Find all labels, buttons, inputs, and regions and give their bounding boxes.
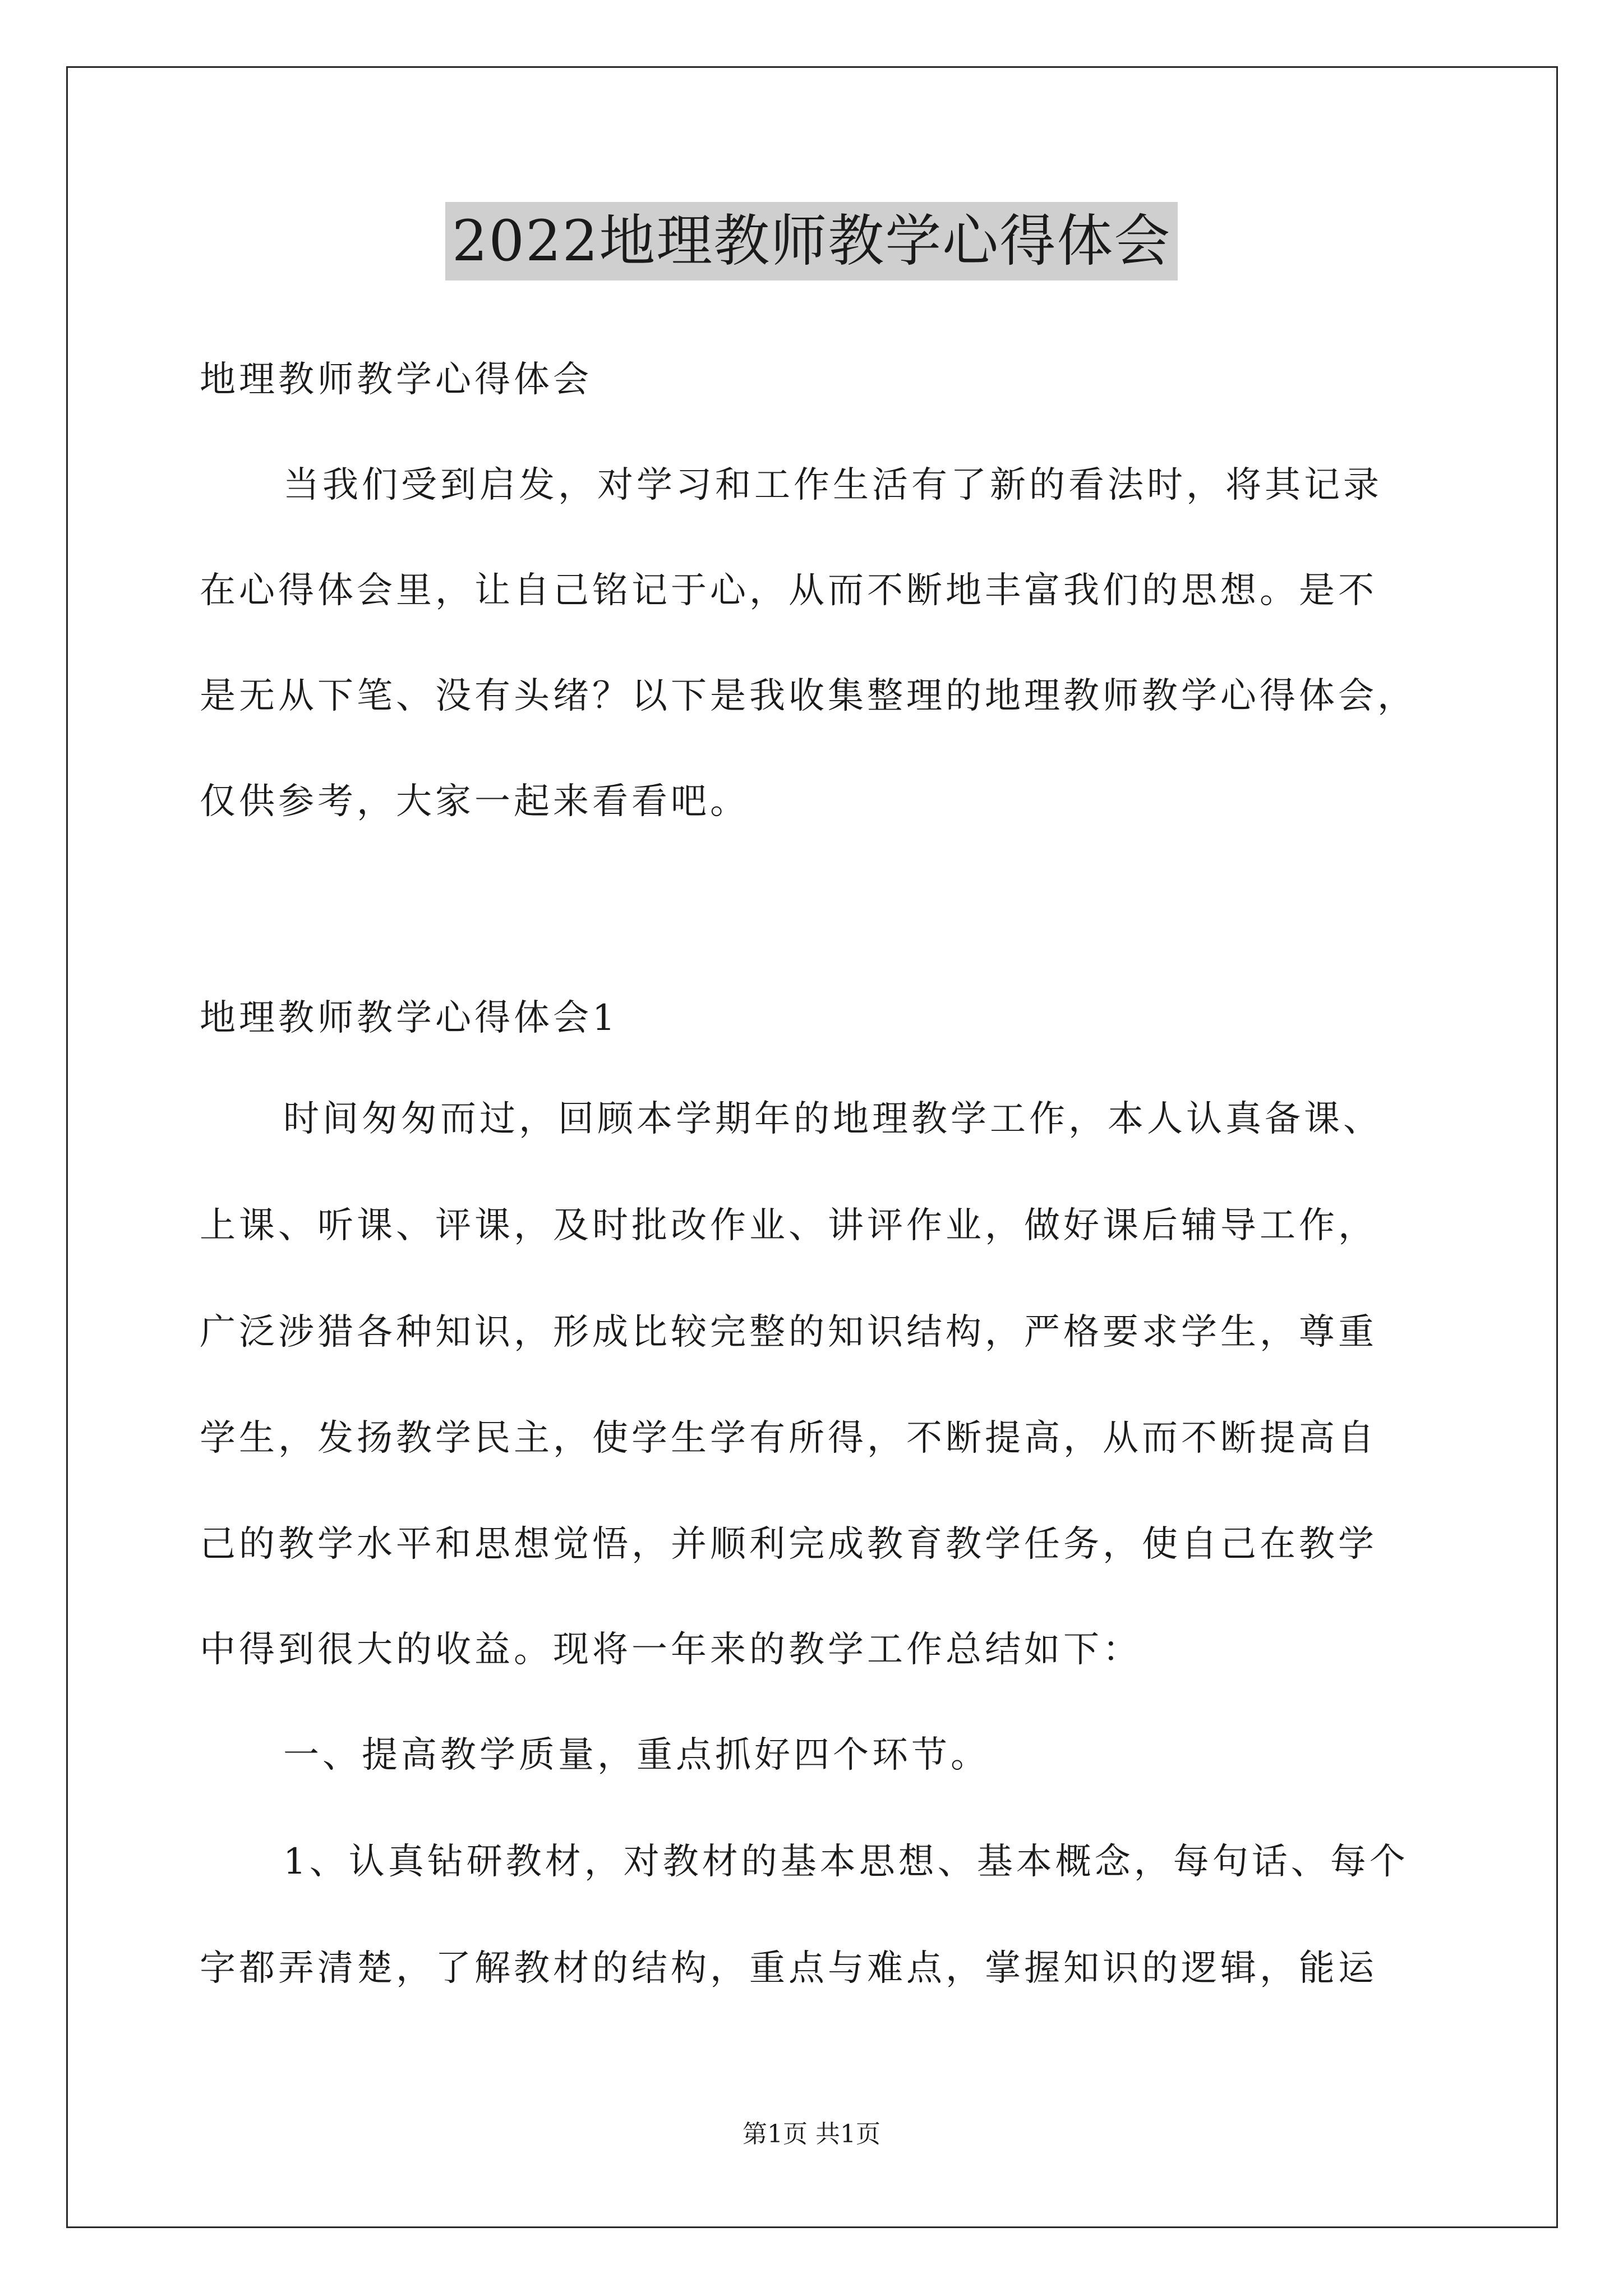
body-line: 中得到很大的收益。现将一年来的教学工作总结如下： xyxy=(200,1629,1142,1671)
intro-line: 当我们受到启发，对学习和工作生活有了新的看法时，将其记录 xyxy=(283,464,1382,506)
body-line: 学生，发扬教学民主，使学生学有所得，不断提高，从而不断提高自 xyxy=(200,1418,1377,1459)
title-container xyxy=(0,202,1623,280)
body-line: 1、认真钻研教材，对教材的基本思想、基本概念，每句话、每个 xyxy=(283,1841,1409,1883)
document-title: 2022地理教师教学心得体会 xyxy=(445,202,1178,280)
body-line: 上课、听课、评课，及时批改作业、讲评作业，做好课后辅导工作， xyxy=(200,1205,1377,1246)
body-line: 字都弄清楚，了解教材的结构，重点与难点，掌握知识的逻辑，能运 xyxy=(200,1948,1377,1989)
intro-line: 是无从下笔、没有头绪？以下是我收集整理的地理教师教学心得体会， xyxy=(200,675,1417,717)
body-line: 己的教学水平和思想觉悟，并顺利完成教育教学任务，使自己在教学 xyxy=(200,1524,1377,1565)
intro-line: 在心得体会里，让自己铭记于心，从而不断地丰富我们的思想。是不 xyxy=(200,570,1377,611)
document-subtitle: 地理教师教学心得体会 xyxy=(200,359,592,401)
section-heading: 地理教师教学心得体会1 xyxy=(200,997,619,1039)
body-line: 广泛涉猎各种知识，形成比较完整的知识结构，严格要求学生，尊重 xyxy=(200,1312,1377,1353)
body-line: 时间匆匆而过，回顾本学期年的地理教学工作，本人认真备课、 xyxy=(283,1098,1382,1140)
intro-line: 仅供参考，大家一起来看看吧。 xyxy=(200,781,749,822)
page-footer: 第1页 共1页 xyxy=(743,2120,880,2148)
body-line: 一、提高教学质量，重点抓好四个环节。 xyxy=(283,1734,990,1776)
